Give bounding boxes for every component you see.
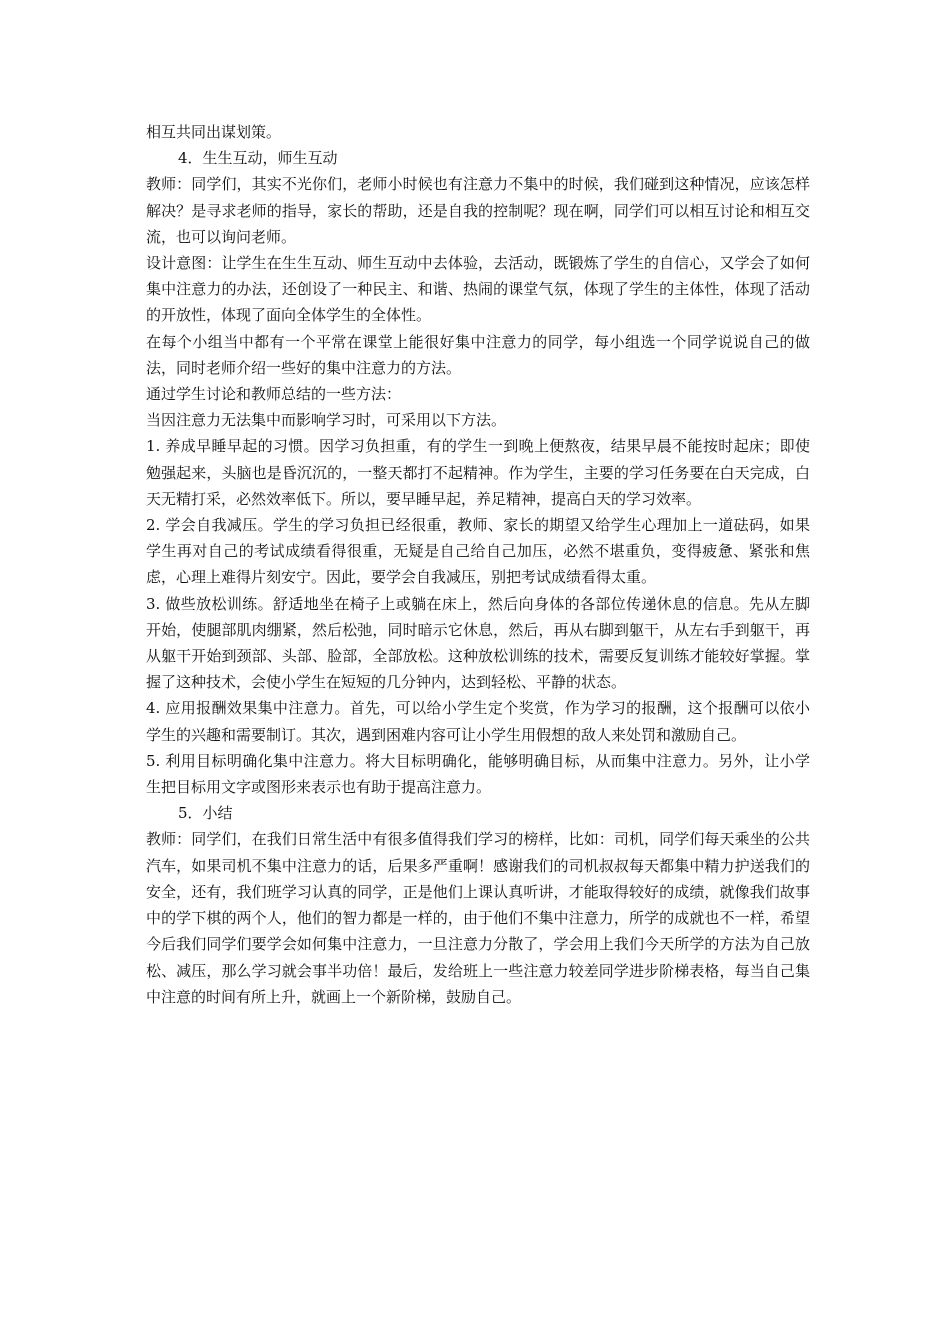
paragraph-teacher-summary: 教师：同学们，在我们日常生活中有很多值得我们学习的榜样，比如：司机，同学们每天乘坐的公共汽车，如果司机不集中注意力的话，后果多严重啊！感谢我们的司机叔叔每天都集中精力护送我们的安全，还有，我们班学习认真的同学，正是他们上课认真听讲，才能取得较好的成绩，就像我们故事中的学下棋的两个人，他们的智力都是一样的，由于他们不集中注意力，所学的成就也不一样，希望今后我们同学们要学会如何集中注意力，一旦注意力分散了，学会用上我们今天所学的方法为自己放松、减压，那么学习就会事半功倍！最后，发给班上一些注意力较差同学进步阶梯表格，每当自己集中注意的时间有所上升，就画上一个新阶梯，鼓励自己。	[146, 830, 810, 1006]
list-item-method-2: 2. 学会自我减压。学生的学习负担已经很重，教师、家长的期望又给学生心理加上一道砝码，如果学生再对自己的考试成绩看得很重，无疑是自己给自己加压，必然不堪重负，变得疲惫、紧张和焦虑，心理上难得片刻安宁。因此，要学会自我减压，别把考试成绩看得太重。	[146, 516, 810, 587]
section-heading-summary: 5．小结	[178, 804, 233, 823]
list-item-method-4: 4. 应用报酬效果集中注意力。首先，可以给小学生定个奖赏，作为学习的报酬，这个报酬可以依小学生的兴趣和需要制订。其次，遇到困难内容可让小学生用假想的敌人来处罚和激励自己。	[146, 699, 810, 744]
paragraph-methods-lead: 当因注意力无法集中而影响学习时，可采用以下方法。	[146, 411, 507, 430]
paragraph-continuation: 相互共同出谋划策。	[146, 123, 282, 141]
paragraph-methods-intro: 通过学生讨论和教师总结的一些方法：	[146, 385, 402, 404]
list-item-method-1: 1. 养成早睡早起的习惯。因学习负担重，有的学生一到晚上便熬夜，结果早晨不能按时起床；即使勉强起来，头脑也是昏沉沉的，一整天都打不起精神。作为学生，主要的学习任务要在白天完成，白天无精打采，必然效率低下。所以，要早睡早起，养足精神，提高白天的学习效率。	[146, 437, 810, 508]
list-item-method-3: 3. 做些放松训练。舒适地坐在椅子上或躺在床上，然后向身体的各部位传递休息的信息。先从左脚开始，使腿部肌肉绷紧，然后松弛，同时暗示它休息，然后，再从右脚到躯干，从左右手到躯干，再从躯干开始到颈部、头部、脸部，全部放松。这种放松训练的技术，需要反复训练才能较好掌握。掌握了这种技术，会使小学生在短短的几分钟内，达到轻松、平静的状态。	[146, 594, 810, 692]
list-item-method-5: 5. 利用目标明确化集中注意力。将大目标明确化，能够明确目标，从而集中注意力。另外，让小学生把目标用文字或图形来表示也有助于提高注意力。	[146, 751, 810, 797]
paragraph-teacher-question: 教师：同学们，其实不光你们，老师小时候也有注意力不集中的时候，我们碰到这种情况，应该怎样解决？是寻求老师的指导，家长的帮助，还是自我的控制呢？现在啊，同学们可以相互讨论和相互交流，也可以询问老师。	[146, 175, 810, 246]
paragraph-design-intent: 设计意图：让学生在生生互动、师生互动中去体验，去活动，既锻炼了学生的自信心，又学会了如何集中注意力的办法，还创设了一种民主、和谐、热闹的课堂气氛，体现了学生的主体性，体现了活动的开放性，体现了面向全体学生的全体性。	[146, 254, 810, 325]
document-page	[146, 119, 810, 1010]
section-heading-interaction: 4．生生互动，师生互动	[178, 149, 338, 168]
paragraph-group-sharing: 在每个小组当中都有一个平常在课堂上能很好集中注意力的同学，每小组选一个同学说说自己的做法，同时老师介绍一些好的集中注意力的方法。	[146, 332, 810, 377]
